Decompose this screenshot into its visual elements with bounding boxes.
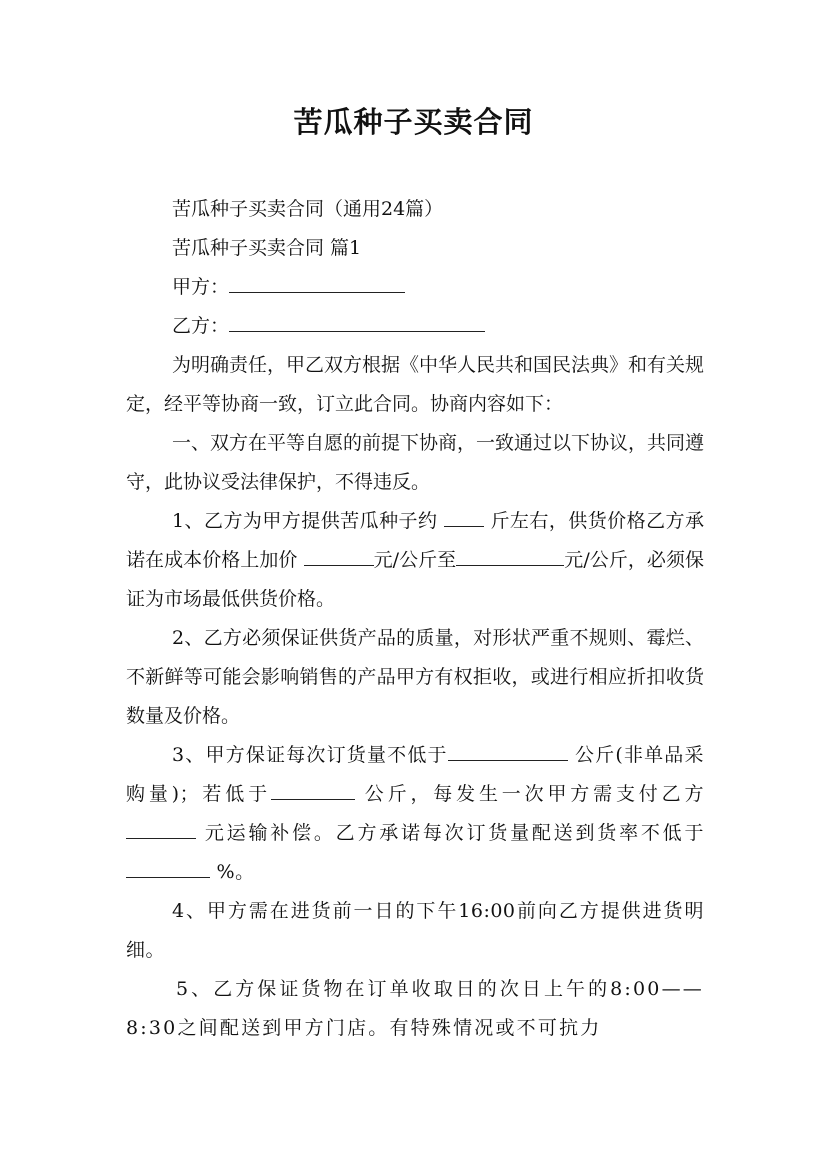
item-3-text-e: %。	[216, 861, 255, 883]
party-b-line	[126, 307, 704, 346]
item-1-text-b: 斤左右，供货价格乙方承诺在成本价格上加价	[126, 510, 704, 571]
party-a-label: 甲方：	[172, 276, 230, 298]
item-1-blank-price-high	[456, 547, 564, 566]
party-b-blank	[229, 313, 485, 332]
item-1-paragraph	[126, 502, 704, 619]
item-3-blank-delivery-rate	[126, 859, 210, 878]
item-3-blank-min-order	[448, 742, 568, 761]
party-a-blank	[229, 274, 405, 293]
item-3-text-d: 元运输补偿。乙方承诺每次订货量配送到货率不低于	[204, 822, 704, 844]
clause-1-paragraph: 一、双方在平等自愿的前提下协商，一致通过以下协议，共同遵守，此协议受法律保护，不得违反。	[126, 432, 705, 493]
item-2-paragraph: 2、乙方必须保证供货产品的质量，对形状严重不规则、霉烂、不新鲜等可能会影响销售的产品甲方有权拒收，或进行相应折扣收货数量及价格。	[126, 627, 704, 727]
document-title: 苦瓜种子买卖合同	[293, 105, 534, 139]
item-1-blank-quantity	[444, 508, 484, 527]
item-3-text-c: 公斤，每发生一次甲方需支付乙方	[364, 783, 704, 805]
item-5-paragraph: 5、乙方保证货物在订单收取日的次日上午的8:00——8:30之间配送到甲方门店。有特殊情况或不可抗力	[126, 978, 704, 1039]
item-1-text-d: 元/公斤，必须保证为市场最低供货价格。	[126, 549, 704, 610]
item-3-blank-compensation	[126, 820, 196, 839]
item-1-text-c: 元/公斤至	[373, 549, 457, 571]
item-3-text-a: 3、甲方保证每次订货量不低于	[172, 744, 448, 766]
item-3-paragraph	[126, 736, 704, 892]
item-4-paragraph: 4、甲方需在进货前一日的下午16:00前向乙方提供进货明细。	[126, 900, 704, 961]
section-heading: 苦瓜种子买卖合同 篇1	[172, 237, 362, 259]
party-b-label: 乙方：	[172, 315, 230, 337]
item-1-text-a: 1、乙方为甲方提供苦瓜种子约	[172, 510, 438, 532]
item-1-blank-price-low	[304, 547, 374, 566]
party-a-line	[126, 268, 704, 307]
item-3-text-b: 公斤(非单品采购量)；若低于	[126, 744, 704, 805]
item-3-blank-threshold	[271, 781, 355, 800]
document-body	[126, 190, 704, 1048]
document-subtitle: 苦瓜种子买卖合同（通用24篇）	[172, 198, 444, 220]
intro-paragraph: 为明确责任，甲乙双方根据《中华人民共和国民法典》和有关规定，经平等协商一致，订立此合同。协商内容如下：	[126, 354, 705, 415]
